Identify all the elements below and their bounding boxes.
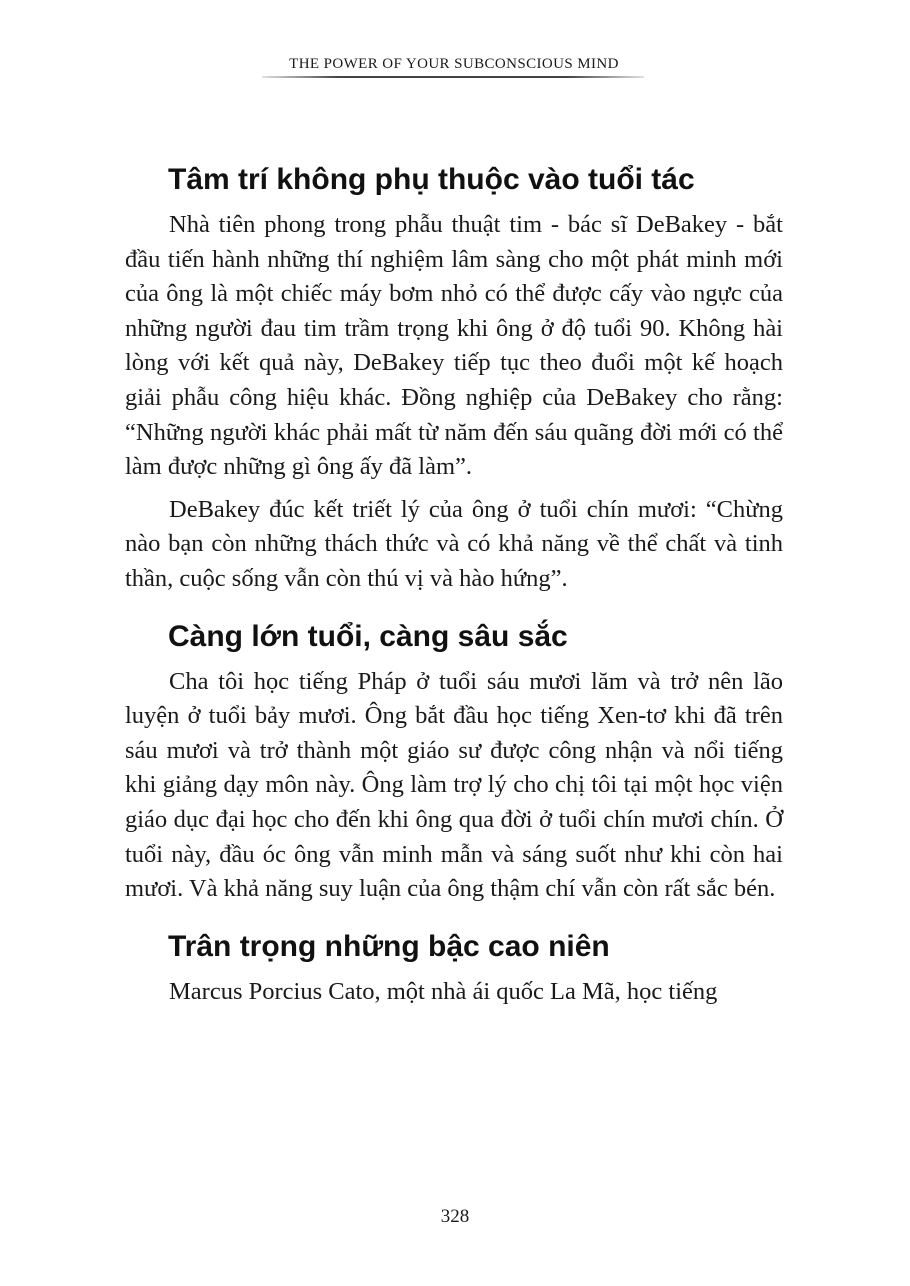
- page-body: [125, 160, 783, 1009]
- section-heading-respect-elders: Trân trọng những bậc cao niên: [168, 929, 610, 963]
- paragraph-debakey-pump: Nhà tiên phong trong phẫu thuật tim - bác sĩ DeBakey - bắt đầu tiến hành những thí nghiệm lâm sàng cho một phát minh mới của ông là một chiếc máy bơm nhỏ có thể được cấy vào ngực của những người đau tim trầm trọng khi ông ở độ tuổi 90. Không hài lòng với kết quả này, DeBakey tiếp tục theo đuổi một kế hoạch giải phẫu công hiệu khác. Đồng nghiệp của DeBakey cho rằng: “Những người khác phải mất từ năm đến sáu quãng đời mới có thể làm được những gì ông ấy đã làm”.: [125, 211, 783, 481]
- section-heading-mind-age: Tâm trí không phụ thuộc vào tuổi tác: [168, 163, 695, 196]
- paragraph-father-languages: Cha tôi học tiếng Pháp ở tuổi sáu mươi lăm và trở nên lão luyện ở tuổi bảy mươi. Ông bắt đầu học tiếng Xen-tơ khi đã trên sáu mươi và trở thành một giáo sư được công nhận và nổi tiếng khi giảng dạy môn này. Ông làm trợ lý cho chị tôi tại một học viện giáo dục đại học cho đến khi ông qua đời ở tuổi chín mươi chín. Ở tuổi này, đầu óc ông vẫn minh mẫn và sáng suốt như khi còn hai mươi. Và khả năng suy luận của ông thậm chí vẫn còn rất sắc bén.: [125, 667, 783, 903]
- paragraph-debakey-philosophy: DeBakey đúc kết triết lý của ông ở tuổi chín mươi: “Chừng nào bạn còn những thách thức và có khả năng về thể chất và tinh thần, cuộc sống vẫn còn thú vị và hào hứng”.: [125, 495, 783, 592]
- paragraph-cato: Marcus Porcius Cato, một nhà ái quốc La Mã, học tiếng: [169, 977, 718, 1005]
- page-number: 328: [440, 1206, 470, 1227]
- running-header: THE POWER OF YOUR SUBCONSCIOUS MIND: [289, 56, 619, 72]
- header-rule: [262, 76, 644, 78]
- section-heading-older-deeper: Càng lớn tuổi, càng sâu sắc: [168, 619, 568, 653]
